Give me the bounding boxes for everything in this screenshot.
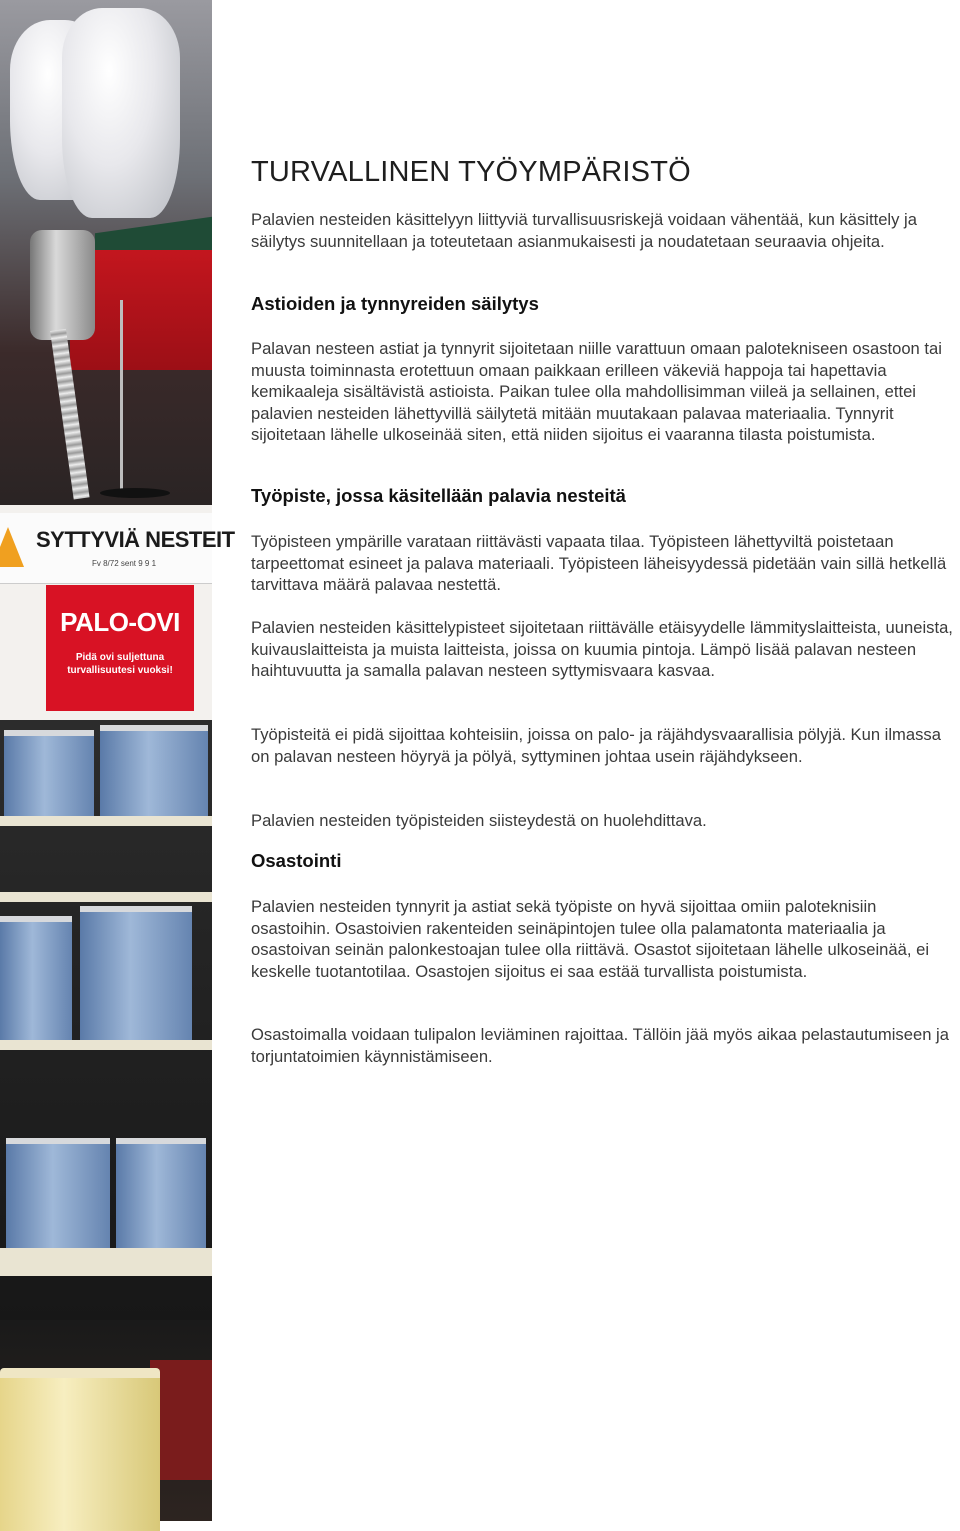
spray-gun-photo (0, 0, 212, 505)
shelf (0, 816, 212, 826)
container (80, 906, 192, 1044)
pail-photo (0, 1320, 212, 1521)
spray-gun-stand (120, 300, 123, 490)
spray-gun-body (30, 230, 95, 340)
shelf (0, 1040, 212, 1050)
flammable-liquids-sign (0, 513, 235, 584)
intro-paragraph: Palavien nesteiden käsittelyyn liittyviä turvallisuusriskejä voidaan vähentää, kun käsittely ja säilytys suunnitellaan ja toteutetaan asianmukaisesti ja noudatetaan seuraavia ohjeita. (251, 210, 917, 251)
shelf (0, 892, 212, 902)
shelf (0, 1248, 212, 1276)
container (6, 1138, 110, 1252)
section-heading-workstation: Työpiste, jossa käsitellään palavia nesteitä (251, 485, 626, 506)
compartments-paragraph-2: Osastoimalla voidaan tulipalon leviäminen rajoittaa. Tällöin jää myös aikaa pelastautumiseen ja torjuntatoimien käynnistämiseen. (251, 1025, 949, 1066)
compartments-paragraph-1: Palavien nesteiden tynnyrit ja astiat sekä työpiste on hyvä sijoittaa omiin paloteknisiin osastoihin. Osastoivien rakenteiden seinäpintojen tulee olla palamatonta materiaalia ja osastoivan seinän palonkestoajan tulee olla riittävä. Osastot sijoitetaan lähelle ulkoseinää, ei keskelle tuotantotilaa. Osastojen sijoitus ei saa estää turvallista poistumista. (251, 897, 930, 981)
workstation-paragraph-2: Palavien nesteiden käsittelypisteet sijoitetaan riittävälle etäisyydelle lämmityslaitteista, uuneista, kuivauslaitteista ja muista laitteista, joissa on kuumia pintoja. Lämpö lisää palavan nesteen haihtuvuutta ja samalla palavan nesteen syttymisvaara kasvaa. (251, 618, 953, 680)
warning-triangle-icon (0, 527, 24, 567)
section-heading-compartments: Osastointi (251, 850, 342, 871)
container (0, 916, 72, 1044)
container (116, 1138, 206, 1252)
fire-door-sign-title: PALO-OVI (60, 607, 180, 637)
workstation-paragraph-1: Työpisteen ympärille varataan riittävästi vapaata tilaa. Työpisteen lähettyviltä poistetaan tarpeettomat esineet ja palava materiaali. Työpisteen läheisyydessä pidetään vain sillä hetkellä tarvittava määrä palavaa nestettä. (251, 532, 947, 594)
workstation-paragraph-4: Palavien nesteiden työpisteiden siisteydestä on huolehdittava. (251, 811, 707, 830)
fire-door-sign-subtitle: Pidä ovi suljettuna turvallisuutesi vuoksi! (67, 652, 173, 676)
storage-containers-photo (0, 720, 212, 1320)
workstation-paragraph-3: Työpisteitä ei pidä sijoittaa kohteisiin, joissa on palo- ja räjähdysvaarallisia pölyjä. Kun ilmassa on palavan nesteen höyryä ja pölyä, syttyminen johtaa usein räjähdykseen. (251, 725, 941, 766)
fire-door-sign (46, 585, 194, 711)
container (4, 730, 94, 821)
section-heading-storage: Astioiden ja tynnyreiden säilytys (251, 293, 539, 314)
flammable-sign-subtitle: Fv 8/72 sent 9 9 1 (92, 559, 157, 568)
yellow-pail (0, 1368, 160, 1531)
flammable-sign-title: SYTTYVIÄ NESTEIT (36, 527, 235, 552)
warning-signs-photo (0, 505, 235, 720)
storage-paragraph: Palavan nesteen astiat ja tynnyrit sijoitetaan niille varattuun omaan palotekniseen osastoon tai muusta toiminnasta erotettuun omaan paikkaan erilleen väkeviä happoja tai hapettavia kemikaaleja sisältävistä astioista. Paikan tulee olla mahdollisimman viileä ja sellainen, ettei palavien nesteiden lähettyvillä säilytetä mitään muutakaan palavaa materiaalia. Tynnyrit sijoitetaan lähelle ulkoseinää siten, että niiden sijoitus ei vaaranna tilasta poistumista. (251, 339, 942, 444)
spray-gun-stand-base (100, 488, 170, 498)
container (100, 725, 208, 821)
photo-strip (0, 0, 235, 1521)
spray-cup-right (62, 8, 180, 218)
page-title: TURVALLINEN TYÖYMPÄRISTÖ (251, 156, 691, 188)
